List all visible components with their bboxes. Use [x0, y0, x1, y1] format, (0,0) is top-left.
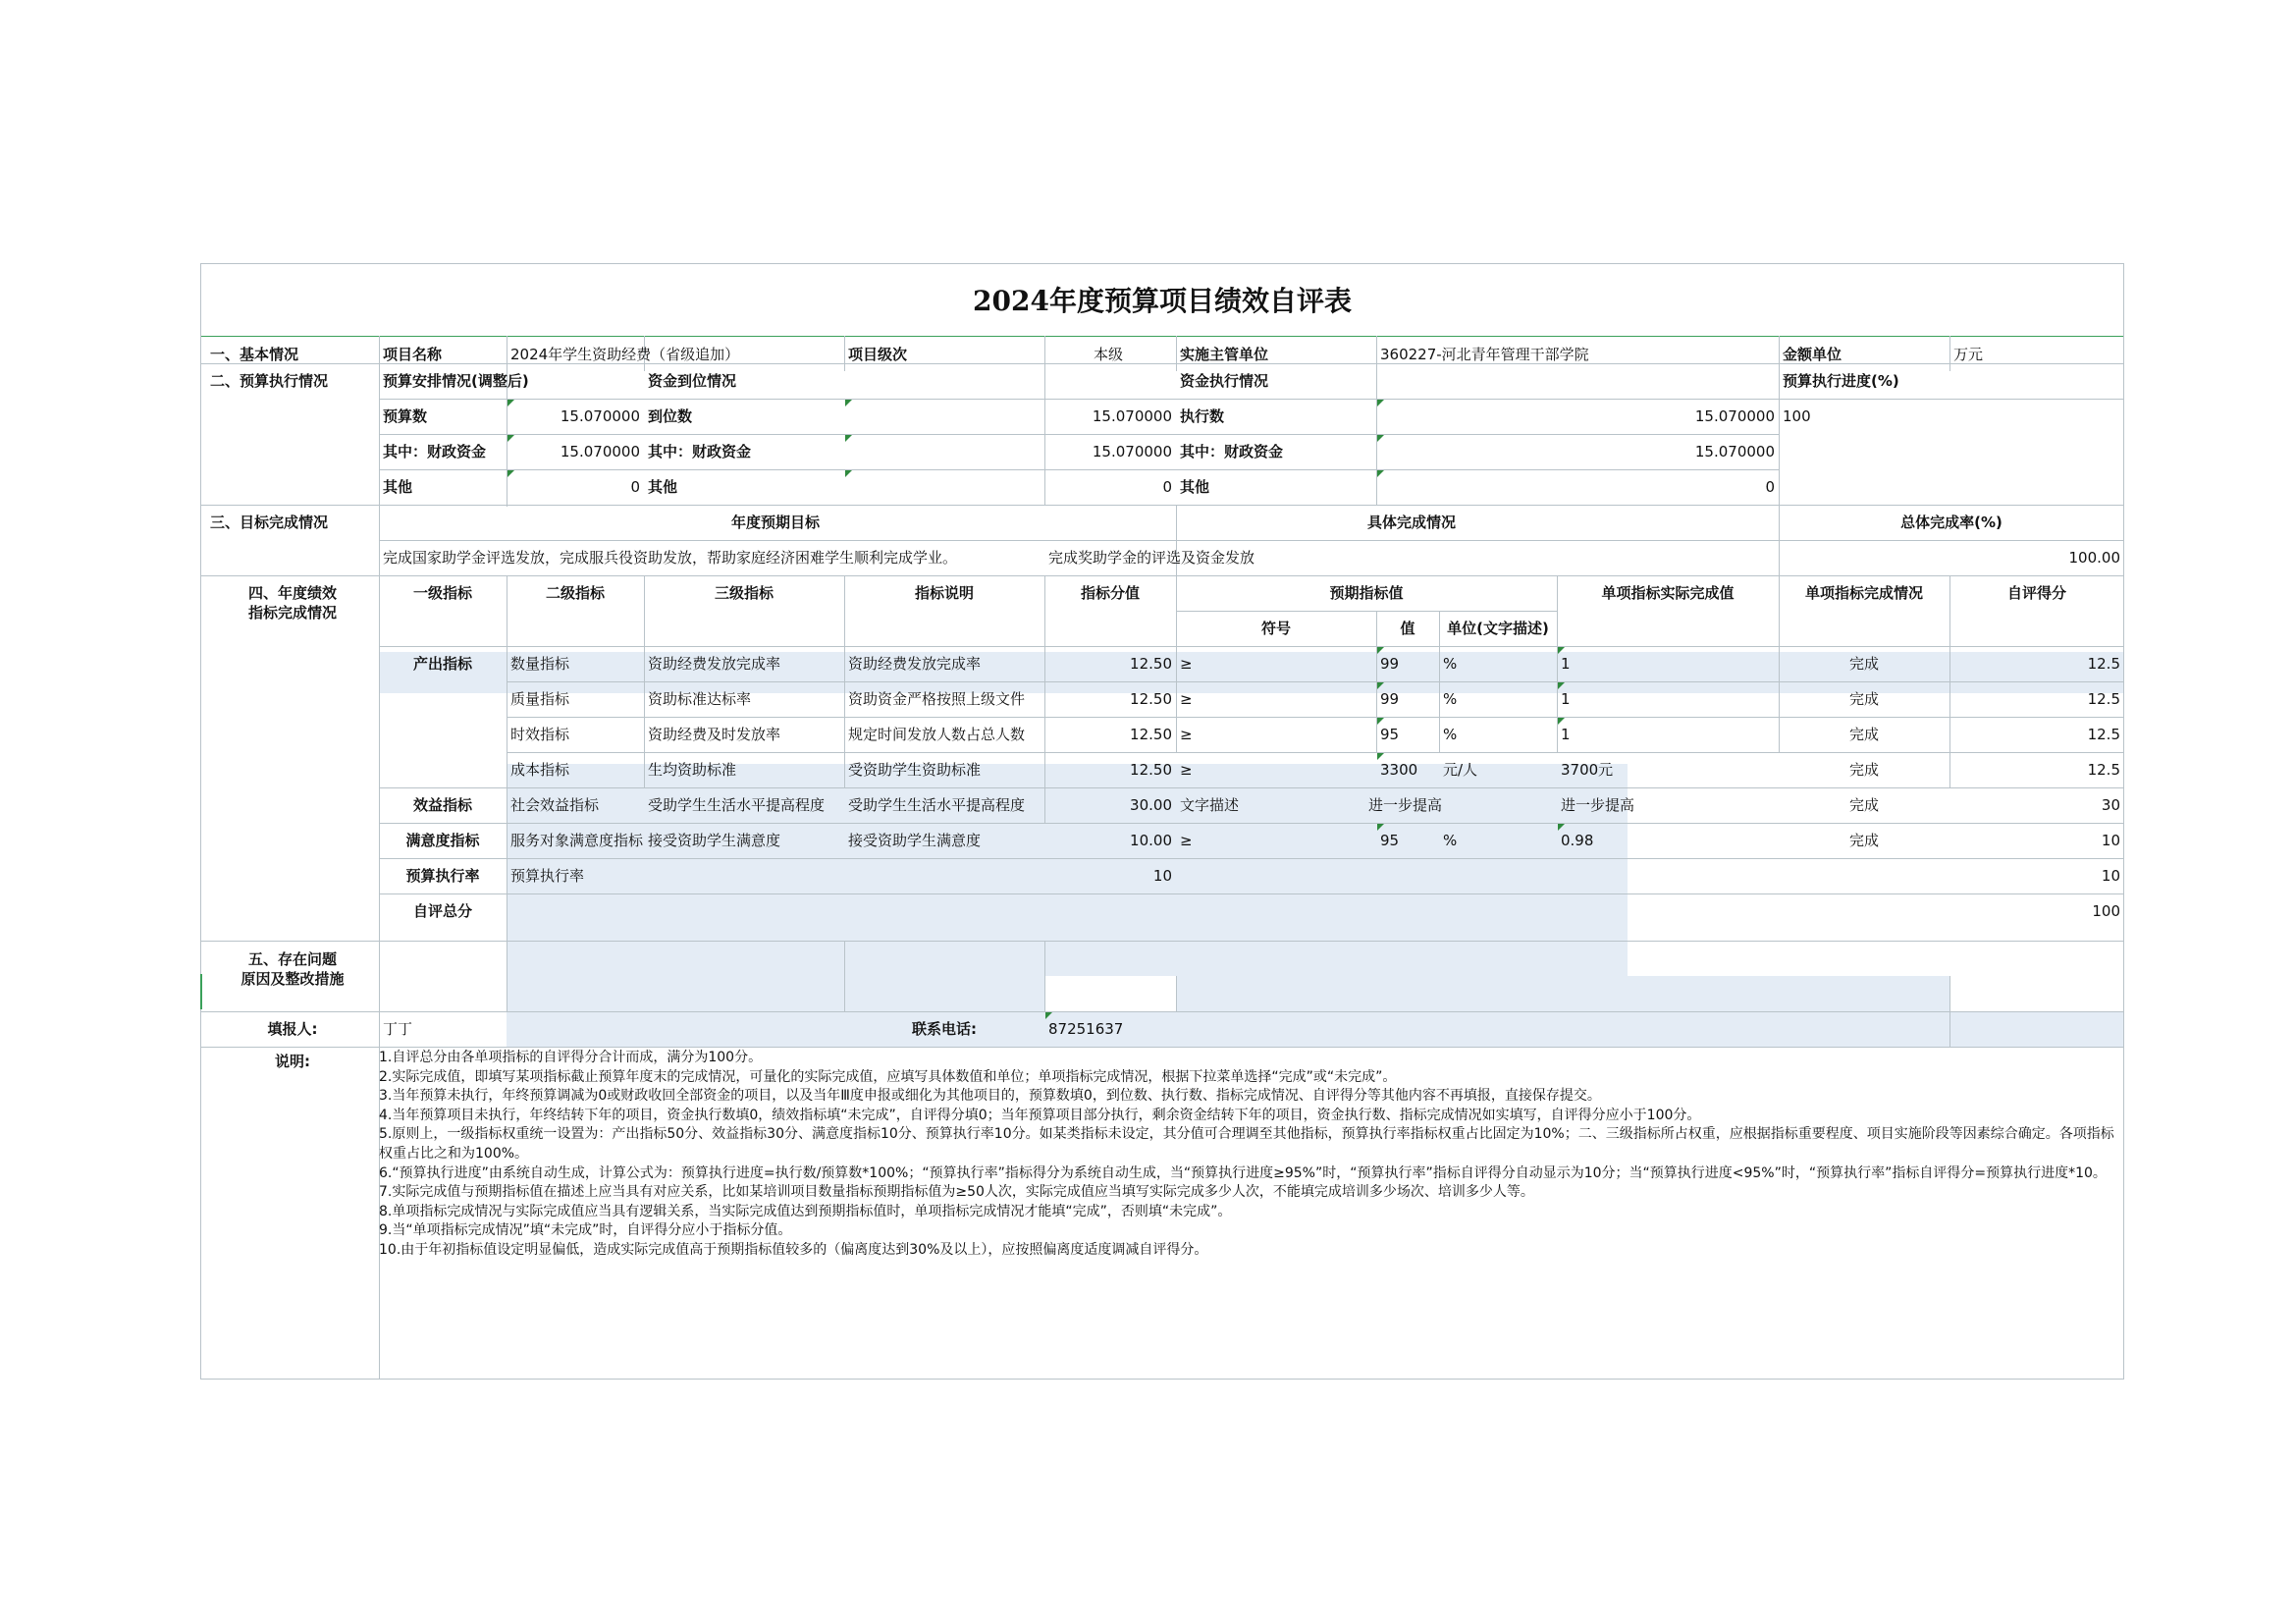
row-level3: 受助学生生活水平提高程度: [648, 796, 826, 814]
grid-line: [379, 646, 2124, 647]
budget-a-label: 其中：财政资金: [383, 443, 487, 460]
grid-line: [1949, 976, 1950, 1047]
grid-line: [200, 336, 2124, 337]
row-value: 99: [1380, 690, 1400, 708]
grid-line: [1949, 575, 1950, 787]
grid-line: [379, 434, 1779, 435]
actual-value[interactable]: 完成奖助学金的评选及资金发放: [1048, 549, 1255, 567]
cell-marker: [507, 470, 514, 477]
project-name-value[interactable]: 2024年学生资助经费（省级追加）: [510, 346, 740, 363]
project-level-label: 项目级次: [848, 346, 908, 363]
row-actual[interactable]: 3700元: [1561, 761, 1614, 779]
unit-label: 实施主管单位: [1180, 346, 1269, 363]
budget-c-value[interactable]: 0: [1765, 478, 1775, 496]
row-level2: 数量指标: [510, 655, 570, 673]
exec-score-cell-bg: [1044, 976, 1176, 1011]
section-budget: 二、预算执行情况: [210, 372, 329, 390]
grid-line: [379, 469, 1779, 470]
budget-b-label: 其中：财政资金: [648, 443, 752, 460]
cell-marker: [1377, 718, 1384, 725]
exec-self[interactable]: 10: [2101, 867, 2120, 885]
row-actual[interactable]: 1: [1561, 690, 1571, 708]
row-value: 95: [1380, 726, 1400, 743]
cell-marker: [1377, 682, 1384, 689]
header-level1: 一级指标: [412, 584, 472, 602]
evaluation-sheet: [200, 263, 2124, 1382]
cell-marker: [1377, 647, 1384, 654]
project-name-label: 项目名称: [383, 346, 443, 363]
group-benefit: 效益指标: [412, 796, 472, 814]
row-unit: 进一步提高: [1368, 796, 1443, 814]
cell-marker: [1045, 1012, 1052, 1019]
annual-goal-label: 年度预期目标: [730, 514, 820, 531]
header-level3: 三级指标: [714, 584, 774, 602]
cell-marker: [1377, 470, 1384, 477]
cell-marker: [1558, 682, 1565, 689]
grid-line: [200, 263, 2124, 264]
section-basic: 一、基本情况: [210, 346, 299, 363]
grid-line: [200, 1011, 2124, 1012]
row-unit: %: [1443, 690, 1458, 708]
row-self[interactable]: 12.5: [2087, 726, 2120, 743]
row-level3: 资助经费发放完成率: [648, 655, 781, 673]
row-level2: 服务对象满意度指标: [510, 832, 644, 849]
cell-marker: [1377, 824, 1384, 831]
total-self: 100: [2092, 902, 2120, 920]
cell-marker: [845, 400, 852, 406]
row-symbol: ≥: [1180, 690, 1193, 708]
cell-marker: [1377, 753, 1384, 760]
filler-name[interactable]: 丁丁: [383, 1020, 413, 1038]
row-level2: 社会效益指标: [510, 796, 600, 814]
grid-line: [644, 575, 645, 787]
row-status[interactable]: 完成: [1848, 690, 1879, 708]
row-symbol: 文字描述: [1180, 796, 1240, 814]
page-title: 2024年度预算项目绩效自评表: [973, 285, 1352, 317]
budget-c-label: 其他: [1180, 478, 1210, 496]
cell-marker: [1558, 647, 1565, 654]
exec-self-cell-bg: [1949, 976, 2124, 1011]
section-goals: 三、目标完成情况: [210, 514, 329, 531]
row-self[interactable]: 30: [2101, 796, 2120, 814]
section-problems-line1: 五、存在问题: [247, 950, 337, 968]
row-desc: 规定时间发放人数占总人数: [848, 726, 1026, 743]
grid-line: [200, 1379, 2124, 1380]
budget-c-value[interactable]: 15.070000: [1694, 407, 1775, 425]
row-symbol: ≥: [1180, 655, 1193, 673]
budget-c-value[interactable]: 15.070000: [1694, 443, 1775, 460]
green-edge-marker: [200, 974, 202, 1009]
row-value: 3300: [1380, 761, 1418, 779]
row-status[interactable]: 完成: [1848, 796, 1879, 814]
rate-value[interactable]: 100.00: [2068, 549, 2120, 567]
budget-b-label: 到位数: [648, 407, 693, 425]
cell-marker: [1558, 824, 1565, 831]
header-status: 单项指标完成情况: [1804, 584, 1923, 602]
grid-line: [200, 263, 201, 1380]
grid-line: [200, 505, 2124, 506]
note-item: 10.由于年初指标值设定明显偏低，造成实际完成值高于预期指标值较多的（偏离度达到30%及以上），应按照偏离度适度调减自评得分。: [379, 1241, 1208, 1258]
row-score: 12.50: [1130, 690, 1172, 708]
row-level2: 成本指标: [510, 761, 570, 779]
grid-line: [1044, 941, 1045, 1011]
grid-line: [507, 681, 2124, 682]
row-symbol: ≥: [1180, 726, 1193, 743]
cell-marker: [507, 400, 514, 406]
unit-value[interactable]: 360227-河北青年管理干部学院: [1380, 346, 1589, 363]
executed-label: 资金执行情况: [1180, 372, 1269, 390]
grid-line: [200, 1047, 2124, 1048]
header-score: 指标分值: [1080, 584, 1140, 602]
grid-line: [1176, 611, 1557, 612]
row-level2: 时效指标: [510, 726, 570, 743]
notes-label: 说明:: [275, 1053, 310, 1070]
row-status[interactable]: 完成: [1848, 655, 1879, 673]
row-desc: 受资助学生资助标准: [848, 761, 982, 779]
amount-unit-label: 金额单位: [1783, 346, 1842, 363]
grid-line: [1176, 976, 1177, 1011]
row-level2: 质量指标: [510, 690, 570, 708]
section-indicators-line2: 指标完成情况: [247, 604, 337, 622]
group-satisfaction: 满意度指标: [405, 832, 480, 849]
budget-a-value[interactable]: 15.070000: [560, 407, 640, 425]
section-problems-line2: 原因及整改措施: [240, 970, 345, 988]
header-actual: 单项指标实际完成值: [1601, 584, 1735, 602]
header-self: 自评得分: [2006, 584, 2066, 602]
grid-line: [379, 893, 2124, 894]
row-desc: 资助资金严格按照上级文件: [848, 690, 1026, 708]
cell-marker: [1377, 435, 1384, 442]
grid-line: [379, 823, 2124, 824]
header-symbol: 符号: [1260, 620, 1291, 637]
row-self[interactable]: 12.5: [2087, 690, 2120, 708]
row-desc: 资助经费发放完成率: [848, 655, 982, 673]
cell-marker: [845, 470, 852, 477]
budget-b-label: 其他: [648, 478, 678, 496]
exec-level2: 预算执行率: [510, 867, 585, 885]
note-item: 8.单项指标完成情况与实际完成值应当具有逻辑关系，当实际完成值达到预期指标值时，单项指标完成情况才能填“完成”，否则填“未完成”。: [379, 1203, 1232, 1219]
budget-a-value[interactable]: 15.070000: [560, 443, 640, 460]
note-item: 5.原则上，一级指标权重统一设置为：产出指标50分、效益指标30分、满意度指标10分、预算执行率10分。如某类指标未设定，其分值可合理调至其他指标，预算执行率指标权重占比固定为10%；二、三级指标所占权重，应根据指标重要程度、项目实施阶段等因素综合确定。各项指标权重占比之和为100%。: [379, 1126, 2114, 1162]
row-actual[interactable]: 1: [1561, 726, 1571, 743]
header-expected: 预期指标值: [1329, 584, 1404, 602]
total-label: 自评总分: [412, 902, 472, 920]
note-item: 9.当“单项指标完成情况”填“未完成”时，自评得分应小于指标分值。: [379, 1222, 792, 1239]
row-unit: %: [1443, 726, 1458, 743]
header-value: 值: [1400, 620, 1415, 637]
rate-label: 总体完成率(%): [1900, 514, 2002, 531]
budget-c-label: 执行数: [1180, 407, 1225, 425]
row-actual[interactable]: 进一步提高: [1561, 796, 1635, 814]
section-indicators-line1: 四、年度绩效: [247, 584, 337, 602]
note-item: 6.“预算执行进度”由系统自动生成，计算公式为：预算执行进度=执行数/预算数*100%；“预算执行率”指标得分为系统自动生成，当“预算执行进度≥95%”时，“预算执行率”指标自评得分自动显示为10分；当“预算执行进度<95%”时，“预算执行率”指标自评得分=预算执行进度*10。: [379, 1164, 2107, 1181]
amount-unit-value[interactable]: 万元: [1953, 346, 1984, 363]
grid-line: [844, 941, 845, 1011]
budget-b-value[interactable]: 0: [1162, 478, 1172, 496]
row-self[interactable]: 10: [2101, 832, 2120, 849]
row-desc: 受助学生生活水平提高程度: [848, 796, 1026, 814]
cell-marker: [1377, 400, 1384, 406]
grid-line: [379, 858, 2124, 859]
row-symbol: ≥: [1180, 832, 1193, 849]
note-item: 1.自评总分由各单项指标的自评得分合计而成，满分为100分。: [379, 1050, 763, 1065]
row-self[interactable]: 12.5: [2087, 761, 2120, 779]
budget-a-label: 其他: [383, 478, 413, 496]
group-output: 产出指标: [412, 655, 472, 673]
arrived-label: 资金到位情况: [648, 372, 737, 390]
row-status[interactable]: 完成: [1848, 726, 1879, 743]
row-score: 12.50: [1130, 761, 1172, 779]
grid-line: [379, 787, 2124, 788]
annual-goal-value[interactable]: 完成国家助学金评选发放，完成服兵役资助发放，帮助家庭经济困难学生顺利完成学业。: [383, 549, 958, 567]
cell-marker: [507, 435, 514, 442]
row-level3: 接受资助学生满意度: [648, 832, 781, 849]
progress-value[interactable]: 100: [1783, 407, 1811, 425]
note-item: 4.当年预算项目未执行，年终结转下年的项目，资金执行数填0，绩效指标填“未完成”，自评得分填0；当年预算项目部分执行，剩余资金结转下年的项目，资金执行数、指标完成情况如实填写，自评得分应小于100分。: [379, 1107, 1701, 1123]
progress-label: 预算执行进度(%): [1783, 372, 1899, 390]
budget-b-value[interactable]: 15.070000: [1092, 407, 1172, 425]
row-level3: 资助标准达标率: [648, 690, 752, 708]
row-self[interactable]: 12.5: [2087, 655, 2120, 673]
row-score: 30.00: [1130, 796, 1172, 814]
header-desc: 指标说明: [914, 584, 974, 602]
row-symbol: ≥: [1180, 761, 1193, 779]
notes-list: [379, 1049, 2120, 1261]
cell-marker: [1558, 718, 1565, 725]
row-unit: %: [1443, 832, 1458, 849]
row-score: 12.50: [1130, 726, 1172, 743]
grid-line: [379, 399, 2124, 400]
grid-line: [200, 575, 2124, 576]
grid-line: [200, 941, 2124, 942]
row-actual[interactable]: 1: [1561, 655, 1571, 673]
budget-a-label: 预算数: [383, 407, 428, 425]
header-level2: 二级指标: [545, 584, 605, 602]
row-value: 99: [1380, 655, 1400, 673]
exec-score: 10: [1152, 867, 1172, 885]
row-score: 10.00: [1130, 832, 1172, 849]
filler-label: 填报人:: [267, 1020, 318, 1038]
arranged-label: 预算安排情况(调整后): [383, 372, 529, 390]
grid-line: [2123, 263, 2124, 1380]
grid-line: [507, 752, 2124, 753]
row-unit: 元/人: [1443, 761, 1478, 779]
row-status[interactable]: 完成: [1848, 832, 1879, 849]
row-unit: %: [1443, 655, 1458, 673]
row-desc: 接受资助学生满意度: [848, 832, 982, 849]
row-score: 12.50: [1130, 655, 1172, 673]
grid-line: [507, 717, 2124, 718]
note-item: 3.当年预算未执行，年终预算调减为0或财政收回全部资金的项目，以及当年Ⅲ度申报或细化为其他项目的，预算数填0，到位数、执行数、指标完成情况、自评得分等其他内容不再填报，直接保存提交。: [379, 1088, 1601, 1105]
cell-marker: [845, 435, 852, 442]
row-level3: 生均资助标准: [648, 761, 737, 779]
note-item: 2.实际完成值，即填写某项指标截止预算年度末的完成情况，可量化的实际完成值，应填写具体数值和单位；单项指标完成情况，根据下拉菜单选择“完成”或“未完成”。: [379, 1068, 1397, 1085]
exec-label: 预算执行率: [405, 867, 480, 885]
note-item: 7.实际完成值与预期指标值在描述上应当具有对应关系，比如某培训项目数量指标预期指标值为≥50人次，实际完成值应当填写实际完成多少人次，不能填完成培训多少场次、培训多少人等。: [379, 1184, 1534, 1201]
row-level3: 资助经费及时发放率: [648, 726, 781, 743]
grid-line: [200, 363, 2124, 364]
grid-line: [844, 575, 845, 787]
header-unit: 单位(文字描述): [1447, 620, 1549, 637]
budget-b-value[interactable]: 15.070000: [1092, 443, 1172, 460]
row-actual[interactable]: 0.98: [1561, 832, 1594, 849]
row-value: 95: [1380, 832, 1400, 849]
phone-value[interactable]: 87251637: [1048, 1020, 1124, 1038]
project-level-value[interactable]: 本级: [1094, 346, 1124, 363]
row-status[interactable]: 完成: [1848, 761, 1879, 779]
actual-label: 具体完成情况: [1366, 514, 1456, 531]
budget-c-label: 其中：财政资金: [1180, 443, 1284, 460]
grid-line: [379, 540, 2124, 541]
phone-label: 联系电话:: [912, 1020, 977, 1038]
budget-a-value[interactable]: 0: [630, 478, 640, 496]
